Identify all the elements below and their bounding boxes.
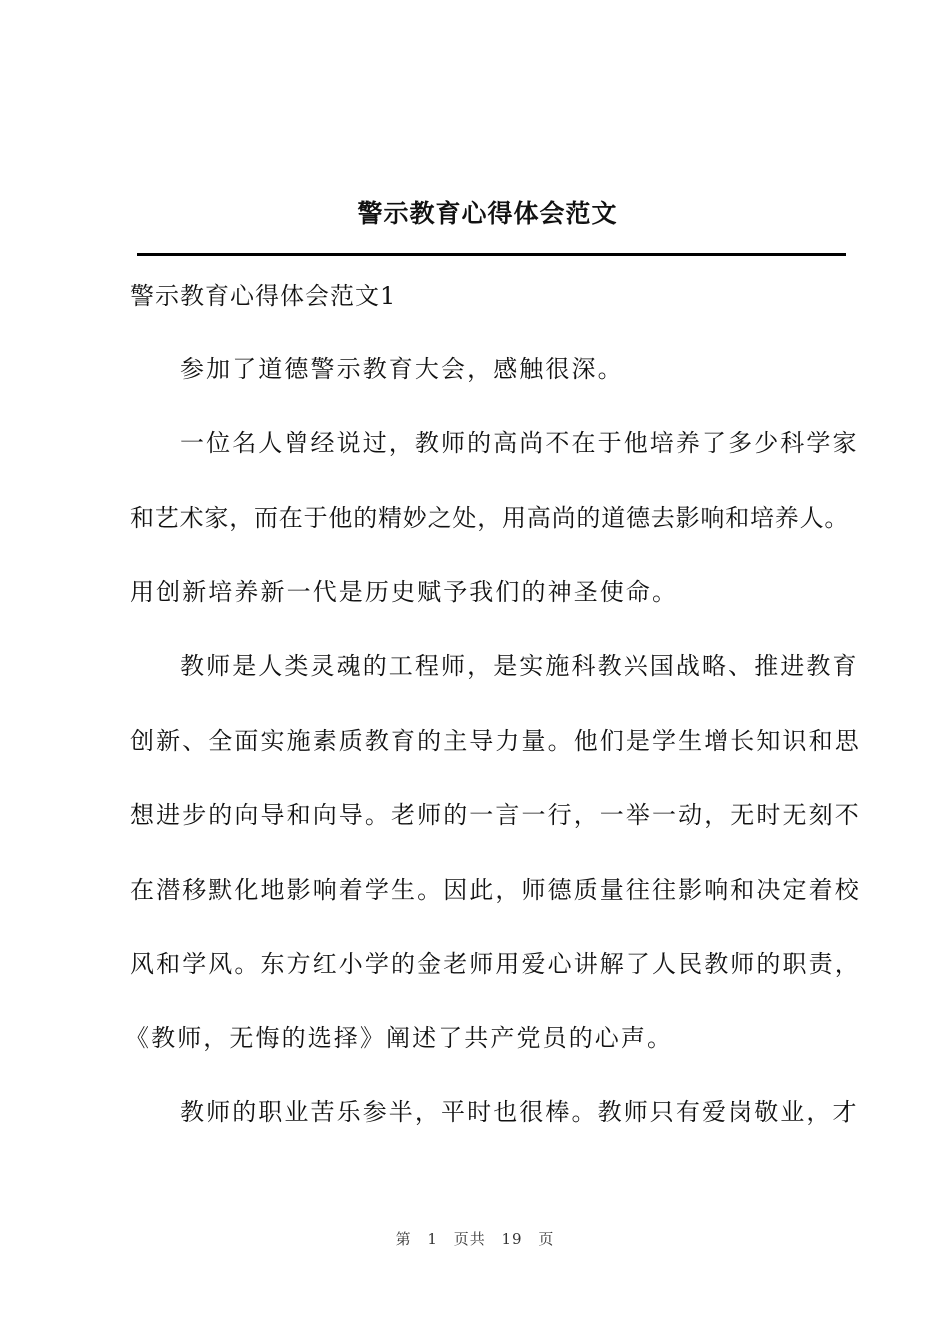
page-number-footer: 第 1 页共 19 页 (395, 1230, 555, 1248)
paragraph-line: 和艺术家，而在于他的精妙之处，用高尚的道德去影响和培养人。 (130, 504, 850, 532)
paragraph-line: 在潜移默化地影响着学生。因此，师德质量往往影响和决定着校 (130, 876, 861, 904)
paragraph-line: 教师是人类灵魂的工程师，是实施科教兴国战略、推进教育 (180, 652, 859, 680)
paragraph-line: 想进步的向导和向导。老师的一言一行，一举一动，无时无刻不 (130, 801, 861, 829)
title-underline (137, 253, 846, 256)
paragraph-line: 一位名人曾经说过，教师的高尚不在于他培养了多少科学家 (180, 429, 859, 457)
paragraph-line: 教师的职业苦乐参半，平时也很棒。教师只有爱岗敬业，才 (180, 1098, 859, 1126)
paragraph-line: 用创新培养新一代是历史赋予我们的神圣使命。 (130, 578, 679, 606)
paragraph-line: 《教师，无悔的选择》阐述了共产党员的心声。 (125, 1024, 674, 1052)
paragraph-line: 创新、全面实施素质教育的主导力量。他们是学生增长知识和思 (130, 727, 861, 755)
paragraph-line: 参加了道德警示教育大会，感触很深。 (180, 355, 624, 383)
section-heading: 警示教育心得体会范文1 (130, 282, 397, 310)
document-title: 警示教育心得体会范文 (357, 199, 618, 228)
paragraph-line: 风和学风。东方红小学的金老师用爱心讲解了人民教师的职责， (130, 950, 861, 978)
